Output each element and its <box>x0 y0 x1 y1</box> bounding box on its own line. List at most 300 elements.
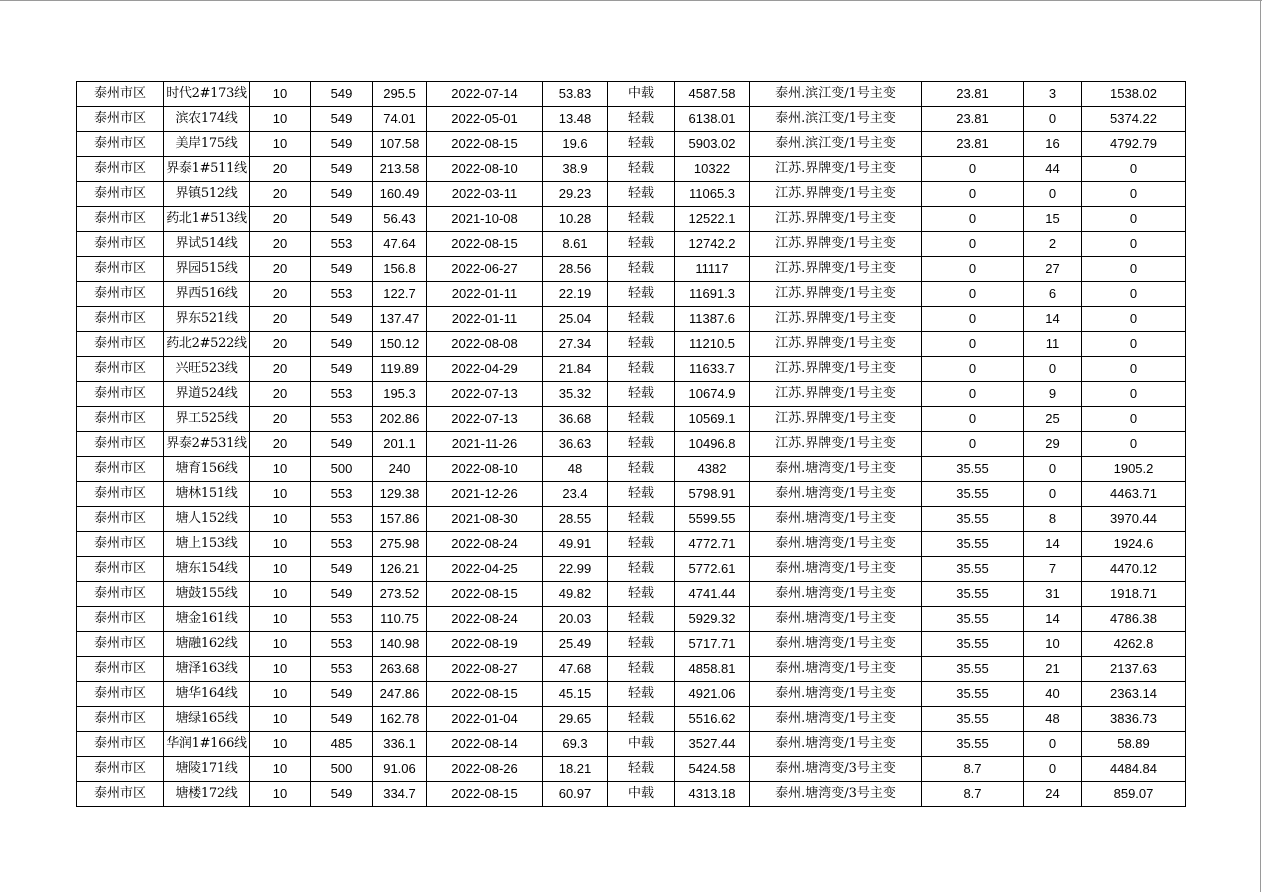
voltage-cell: 20 <box>250 407 311 432</box>
transformer-cell: 江苏.界牌变/1号主变 <box>750 182 922 207</box>
table-row <box>77 157 1186 182</box>
max-load-cell: 162.78 <box>373 707 427 732</box>
date-cell: 2022-07-13 <box>427 407 543 432</box>
line-name-cell: 塘育156线 <box>164 457 250 482</box>
count-cell: 0 <box>1024 482 1082 507</box>
date-cell: 2022-08-19 <box>427 632 543 657</box>
load-rate-cell: 13.48 <box>543 107 608 132</box>
area-cell: 泰州市区 <box>77 532 164 557</box>
max-load-cell: 336.1 <box>373 732 427 757</box>
count-cell: 0 <box>1024 457 1082 482</box>
rated-capacity-cell: 553 <box>311 382 373 407</box>
transformer-margin-cell: 23.81 <box>922 82 1024 107</box>
voltage-cell: 10 <box>250 682 311 707</box>
rated-capacity-cell: 553 <box>311 482 373 507</box>
line-name-cell: 兴旺523线 <box>164 357 250 382</box>
line-name-cell: 塘绿165线 <box>164 707 250 732</box>
transformer-margin-cell: 35.55 <box>922 532 1024 557</box>
max-load-cell: 122.7 <box>373 282 427 307</box>
voltage-cell: 20 <box>250 432 311 457</box>
remaining-cell: 0 <box>1082 182 1186 207</box>
count-cell: 16 <box>1024 132 1082 157</box>
load-status-cell: 轻载 <box>608 332 675 357</box>
load-status-cell: 轻载 <box>608 282 675 307</box>
line-name-cell: 界镇512线 <box>164 182 250 207</box>
count-cell: 0 <box>1024 757 1082 782</box>
load-rate-cell: 28.56 <box>543 257 608 282</box>
table-row <box>77 307 1186 332</box>
feeder-load-table <box>76 81 1186 807</box>
count-cell: 29 <box>1024 432 1082 457</box>
line-name-cell: 界试514线 <box>164 232 250 257</box>
page-top-border <box>0 0 1262 1</box>
rated-capacity-cell: 553 <box>311 282 373 307</box>
rated-capacity-cell: 549 <box>311 707 373 732</box>
line-name-cell: 塘华164线 <box>164 682 250 707</box>
area-cell: 泰州市区 <box>77 682 164 707</box>
line-name-cell: 美岸175线 <box>164 132 250 157</box>
rated-capacity-cell: 549 <box>311 332 373 357</box>
date-cell: 2021-12-26 <box>427 482 543 507</box>
transformer-cell: 江苏.界牌变/1号主变 <box>750 407 922 432</box>
available-capacity-cell: 5903.02 <box>675 132 750 157</box>
load-status-cell: 轻载 <box>608 257 675 282</box>
remaining-cell: 0 <box>1082 257 1186 282</box>
max-load-cell: 74.01 <box>373 107 427 132</box>
line-name-cell: 塘融162线 <box>164 632 250 657</box>
date-cell: 2021-10-08 <box>427 207 543 232</box>
voltage-cell: 10 <box>250 532 311 557</box>
rated-capacity-cell: 549 <box>311 307 373 332</box>
count-cell: 48 <box>1024 707 1082 732</box>
table-row <box>77 582 1186 607</box>
available-capacity-cell: 10322 <box>675 157 750 182</box>
available-capacity-cell: 12742.2 <box>675 232 750 257</box>
line-name-cell: 界工525线 <box>164 407 250 432</box>
rated-capacity-cell: 549 <box>311 257 373 282</box>
transformer-margin-cell: 35.55 <box>922 457 1024 482</box>
available-capacity-cell: 4587.58 <box>675 82 750 107</box>
available-capacity-cell: 11210.5 <box>675 332 750 357</box>
area-cell: 泰州市区 <box>77 607 164 632</box>
table-row <box>77 532 1186 557</box>
count-cell: 25 <box>1024 407 1082 432</box>
load-rate-cell: 21.84 <box>543 357 608 382</box>
voltage-cell: 20 <box>250 307 311 332</box>
area-cell: 泰州市区 <box>77 482 164 507</box>
load-status-cell: 轻载 <box>608 132 675 157</box>
available-capacity-cell: 11065.3 <box>675 182 750 207</box>
remaining-cell: 4792.79 <box>1082 132 1186 157</box>
transformer-margin-cell: 0 <box>922 282 1024 307</box>
date-cell: 2022-06-27 <box>427 257 543 282</box>
transformer-margin-cell: 35.55 <box>922 482 1024 507</box>
table-row <box>77 82 1186 107</box>
line-name-cell: 塘人152线 <box>164 507 250 532</box>
transformer-cell: 江苏.界牌变/1号主变 <box>750 307 922 332</box>
load-rate-cell: 25.04 <box>543 307 608 332</box>
table-row <box>77 432 1186 457</box>
load-rate-cell: 25.49 <box>543 632 608 657</box>
max-load-cell: 91.06 <box>373 757 427 782</box>
count-cell: 9 <box>1024 382 1082 407</box>
remaining-cell: 0 <box>1082 282 1186 307</box>
count-cell: 14 <box>1024 307 1082 332</box>
count-cell: 0 <box>1024 182 1082 207</box>
load-rate-cell: 27.34 <box>543 332 608 357</box>
count-cell: 24 <box>1024 782 1082 807</box>
table-row <box>77 207 1186 232</box>
table-row <box>77 482 1186 507</box>
load-rate-cell: 29.23 <box>543 182 608 207</box>
date-cell: 2022-08-27 <box>427 657 543 682</box>
area-cell: 泰州市区 <box>77 132 164 157</box>
table-row <box>77 632 1186 657</box>
voltage-cell: 20 <box>250 332 311 357</box>
max-load-cell: 213.58 <box>373 157 427 182</box>
max-load-cell: 119.89 <box>373 357 427 382</box>
table-row <box>77 132 1186 157</box>
transformer-margin-cell: 23.81 <box>922 107 1024 132</box>
date-cell: 2022-08-24 <box>427 607 543 632</box>
max-load-cell: 107.58 <box>373 132 427 157</box>
rated-capacity-cell: 549 <box>311 107 373 132</box>
date-cell: 2022-08-10 <box>427 157 543 182</box>
table-row <box>77 757 1186 782</box>
transformer-cell: 泰州.塘湾变/1号主变 <box>750 532 922 557</box>
transformer-margin-cell: 8.7 <box>922 782 1024 807</box>
transformer-cell: 江苏.界牌变/1号主变 <box>750 357 922 382</box>
line-name-cell: 塘鼓155线 <box>164 582 250 607</box>
load-rate-cell: 69.3 <box>543 732 608 757</box>
max-load-cell: 137.47 <box>373 307 427 332</box>
date-cell: 2022-08-15 <box>427 582 543 607</box>
date-cell: 2022-08-15 <box>427 232 543 257</box>
line-name-cell: 界道524线 <box>164 382 250 407</box>
transformer-cell: 江苏.界牌变/1号主变 <box>750 207 922 232</box>
available-capacity-cell: 4313.18 <box>675 782 750 807</box>
transformer-cell: 江苏.界牌变/1号主变 <box>750 382 922 407</box>
available-capacity-cell: 11117 <box>675 257 750 282</box>
voltage-cell: 10 <box>250 557 311 582</box>
max-load-cell: 334.7 <box>373 782 427 807</box>
load-status-cell: 轻载 <box>608 407 675 432</box>
rated-capacity-cell: 549 <box>311 682 373 707</box>
remaining-cell: 0 <box>1082 357 1186 382</box>
line-name-cell: 塘泽163线 <box>164 657 250 682</box>
transformer-margin-cell: 0 <box>922 307 1024 332</box>
table-row <box>77 607 1186 632</box>
load-rate-cell: 8.61 <box>543 232 608 257</box>
remaining-cell: 0 <box>1082 332 1186 357</box>
area-cell: 泰州市区 <box>77 557 164 582</box>
date-cell: 2022-03-11 <box>427 182 543 207</box>
voltage-cell: 20 <box>250 382 311 407</box>
max-load-cell: 47.64 <box>373 232 427 257</box>
table-row <box>77 457 1186 482</box>
count-cell: 0 <box>1024 107 1082 132</box>
max-load-cell: 202.86 <box>373 407 427 432</box>
voltage-cell: 20 <box>250 182 311 207</box>
voltage-cell: 20 <box>250 232 311 257</box>
date-cell: 2022-08-15 <box>427 682 543 707</box>
transformer-cell: 泰州.塘湾变/1号主变 <box>750 507 922 532</box>
area-cell: 泰州市区 <box>77 107 164 132</box>
transformer-margin-cell: 0 <box>922 382 1024 407</box>
rated-capacity-cell: 549 <box>311 132 373 157</box>
date-cell: 2022-01-11 <box>427 307 543 332</box>
voltage-cell: 10 <box>250 457 311 482</box>
rated-capacity-cell: 500 <box>311 757 373 782</box>
line-name-cell: 药北2#522线 <box>164 332 250 357</box>
voltage-cell: 20 <box>250 357 311 382</box>
date-cell: 2022-08-08 <box>427 332 543 357</box>
remaining-cell: 0 <box>1082 232 1186 257</box>
count-cell: 44 <box>1024 157 1082 182</box>
transformer-cell: 江苏.界牌变/1号主变 <box>750 157 922 182</box>
rated-capacity-cell: 553 <box>311 532 373 557</box>
area-cell: 泰州市区 <box>77 182 164 207</box>
transformer-margin-cell: 0 <box>922 332 1024 357</box>
voltage-cell: 10 <box>250 82 311 107</box>
transformer-margin-cell: 35.55 <box>922 557 1024 582</box>
remaining-cell: 58.89 <box>1082 732 1186 757</box>
available-capacity-cell: 5717.71 <box>675 632 750 657</box>
rated-capacity-cell: 553 <box>311 232 373 257</box>
rated-capacity-cell: 485 <box>311 732 373 757</box>
transformer-cell: 泰州.滨江变/1号主变 <box>750 107 922 132</box>
max-load-cell: 140.98 <box>373 632 427 657</box>
max-load-cell: 273.52 <box>373 582 427 607</box>
remaining-cell: 2363.14 <box>1082 682 1186 707</box>
transformer-margin-cell: 0 <box>922 182 1024 207</box>
rated-capacity-cell: 553 <box>311 407 373 432</box>
available-capacity-cell: 11387.6 <box>675 307 750 332</box>
voltage-cell: 10 <box>250 707 311 732</box>
available-capacity-cell: 5424.58 <box>675 757 750 782</box>
transformer-margin-cell: 35.55 <box>922 682 1024 707</box>
voltage-cell: 10 <box>250 107 311 132</box>
remaining-cell: 0 <box>1082 157 1186 182</box>
table-row <box>77 282 1186 307</box>
area-cell: 泰州市区 <box>77 657 164 682</box>
table-row <box>77 557 1186 582</box>
available-capacity-cell: 5772.61 <box>675 557 750 582</box>
transformer-margin-cell: 35.55 <box>922 507 1024 532</box>
remaining-cell: 1538.02 <box>1082 82 1186 107</box>
max-load-cell: 126.21 <box>373 557 427 582</box>
transformer-margin-cell: 0 <box>922 232 1024 257</box>
available-capacity-cell: 4741.44 <box>675 582 750 607</box>
voltage-cell: 20 <box>250 157 311 182</box>
load-status-cell: 轻载 <box>608 482 675 507</box>
transformer-cell: 泰州.滨江变/1号主变 <box>750 132 922 157</box>
available-capacity-cell: 10674.9 <box>675 382 750 407</box>
count-cell: 11 <box>1024 332 1082 357</box>
line-name-cell: 时代2#173线 <box>164 82 250 107</box>
load-rate-cell: 23.4 <box>543 482 608 507</box>
transformer-margin-cell: 35.55 <box>922 707 1024 732</box>
table-body <box>77 82 1186 807</box>
transformer-cell: 泰州.塘湾变/1号主变 <box>750 707 922 732</box>
area-cell: 泰州市区 <box>77 707 164 732</box>
area-cell: 泰州市区 <box>77 332 164 357</box>
available-capacity-cell: 4772.71 <box>675 532 750 557</box>
available-capacity-cell: 3527.44 <box>675 732 750 757</box>
date-cell: 2022-04-25 <box>427 557 543 582</box>
available-capacity-cell: 11633.7 <box>675 357 750 382</box>
line-name-cell: 塘陵171线 <box>164 757 250 782</box>
transformer-margin-cell: 35.55 <box>922 632 1024 657</box>
max-load-cell: 195.3 <box>373 382 427 407</box>
max-load-cell: 156.8 <box>373 257 427 282</box>
load-rate-cell: 45.15 <box>543 682 608 707</box>
remaining-cell: 2137.63 <box>1082 657 1186 682</box>
area-cell: 泰州市区 <box>77 582 164 607</box>
rated-capacity-cell: 553 <box>311 657 373 682</box>
line-name-cell: 塘林151线 <box>164 482 250 507</box>
remaining-cell: 4470.12 <box>1082 557 1186 582</box>
table-row <box>77 182 1186 207</box>
table-row <box>77 257 1186 282</box>
date-cell: 2022-07-14 <box>427 82 543 107</box>
max-load-cell: 240 <box>373 457 427 482</box>
voltage-cell: 10 <box>250 657 311 682</box>
transformer-margin-cell: 35.55 <box>922 732 1024 757</box>
available-capacity-cell: 5516.62 <box>675 707 750 732</box>
load-status-cell: 中载 <box>608 782 675 807</box>
transformer-margin-cell: 8.7 <box>922 757 1024 782</box>
remaining-cell: 4484.84 <box>1082 757 1186 782</box>
count-cell: 2 <box>1024 232 1082 257</box>
load-status-cell: 轻载 <box>608 532 675 557</box>
max-load-cell: 129.38 <box>373 482 427 507</box>
count-cell: 0 <box>1024 732 1082 757</box>
transformer-cell: 泰州.塘湾变/1号主变 <box>750 457 922 482</box>
voltage-cell: 10 <box>250 507 311 532</box>
load-status-cell: 轻载 <box>608 582 675 607</box>
area-cell: 泰州市区 <box>77 357 164 382</box>
voltage-cell: 10 <box>250 582 311 607</box>
load-rate-cell: 10.28 <box>543 207 608 232</box>
voltage-cell: 20 <box>250 257 311 282</box>
line-name-cell: 界泰2#531线 <box>164 432 250 457</box>
voltage-cell: 10 <box>250 782 311 807</box>
count-cell: 7 <box>1024 557 1082 582</box>
rated-capacity-cell: 553 <box>311 507 373 532</box>
line-name-cell: 滨农174线 <box>164 107 250 132</box>
count-cell: 14 <box>1024 532 1082 557</box>
load-status-cell: 轻载 <box>608 107 675 132</box>
date-cell: 2022-07-13 <box>427 382 543 407</box>
date-cell: 2022-08-24 <box>427 532 543 557</box>
remaining-cell: 0 <box>1082 207 1186 232</box>
line-name-cell: 塘东154线 <box>164 557 250 582</box>
line-name-cell: 界东521线 <box>164 307 250 332</box>
load-rate-cell: 38.9 <box>543 157 608 182</box>
table-row <box>77 732 1186 757</box>
line-name-cell: 界西516线 <box>164 282 250 307</box>
available-capacity-cell: 5599.55 <box>675 507 750 532</box>
line-name-cell: 界泰1#511线 <box>164 157 250 182</box>
voltage-cell: 10 <box>250 632 311 657</box>
load-status-cell: 轻载 <box>608 182 675 207</box>
transformer-cell: 泰州.塘湾变/1号主变 <box>750 732 922 757</box>
transformer-cell: 泰州.塘湾变/1号主变 <box>750 657 922 682</box>
date-cell: 2022-08-14 <box>427 732 543 757</box>
voltage-cell: 10 <box>250 607 311 632</box>
load-status-cell: 轻载 <box>608 607 675 632</box>
available-capacity-cell: 10569.1 <box>675 407 750 432</box>
transformer-cell: 江苏.界牌变/1号主变 <box>750 432 922 457</box>
load-rate-cell: 28.55 <box>543 507 608 532</box>
area-cell: 泰州市区 <box>77 382 164 407</box>
area-cell: 泰州市区 <box>77 282 164 307</box>
load-status-cell: 轻载 <box>608 357 675 382</box>
max-load-cell: 201.1 <box>373 432 427 457</box>
table-row <box>77 232 1186 257</box>
transformer-cell: 泰州.塘湾变/1号主变 <box>750 557 922 582</box>
load-status-cell: 轻载 <box>608 757 675 782</box>
max-load-cell: 247.86 <box>373 682 427 707</box>
count-cell: 6 <box>1024 282 1082 307</box>
load-rate-cell: 18.21 <box>543 757 608 782</box>
voltage-cell: 10 <box>250 732 311 757</box>
max-load-cell: 263.68 <box>373 657 427 682</box>
load-status-cell: 轻载 <box>608 432 675 457</box>
rated-capacity-cell: 553 <box>311 632 373 657</box>
remaining-cell: 1918.71 <box>1082 582 1186 607</box>
table-row <box>77 682 1186 707</box>
remaining-cell: 1924.6 <box>1082 532 1186 557</box>
date-cell: 2022-08-15 <box>427 782 543 807</box>
load-status-cell: 轻载 <box>608 307 675 332</box>
remaining-cell: 3970.44 <box>1082 507 1186 532</box>
load-rate-cell: 35.32 <box>543 382 608 407</box>
voltage-cell: 20 <box>250 282 311 307</box>
date-cell: 2022-08-10 <box>427 457 543 482</box>
area-cell: 泰州市区 <box>77 82 164 107</box>
rated-capacity-cell: 549 <box>311 182 373 207</box>
load-rate-cell: 29.65 <box>543 707 608 732</box>
available-capacity-cell: 12522.1 <box>675 207 750 232</box>
available-capacity-cell: 4382 <box>675 457 750 482</box>
count-cell: 14 <box>1024 607 1082 632</box>
max-load-cell: 295.5 <box>373 82 427 107</box>
transformer-margin-cell: 35.55 <box>922 657 1024 682</box>
table-row <box>77 382 1186 407</box>
date-cell: 2022-05-01 <box>427 107 543 132</box>
load-status-cell: 轻载 <box>608 232 675 257</box>
rated-capacity-cell: 553 <box>311 607 373 632</box>
table-row <box>77 657 1186 682</box>
load-rate-cell: 49.82 <box>543 582 608 607</box>
area-cell: 泰州市区 <box>77 257 164 282</box>
load-status-cell: 轻载 <box>608 557 675 582</box>
remaining-cell: 0 <box>1082 432 1186 457</box>
area-cell: 泰州市区 <box>77 157 164 182</box>
line-name-cell: 华润1#166线 <box>164 732 250 757</box>
date-cell: 2022-01-11 <box>427 282 543 307</box>
count-cell: 31 <box>1024 582 1082 607</box>
transformer-margin-cell: 0 <box>922 357 1024 382</box>
load-status-cell: 中载 <box>608 732 675 757</box>
area-cell: 泰州市区 <box>77 407 164 432</box>
load-rate-cell: 20.03 <box>543 607 608 632</box>
date-cell: 2022-08-15 <box>427 132 543 157</box>
date-cell: 2022-08-26 <box>427 757 543 782</box>
transformer-margin-cell: 35.55 <box>922 607 1024 632</box>
